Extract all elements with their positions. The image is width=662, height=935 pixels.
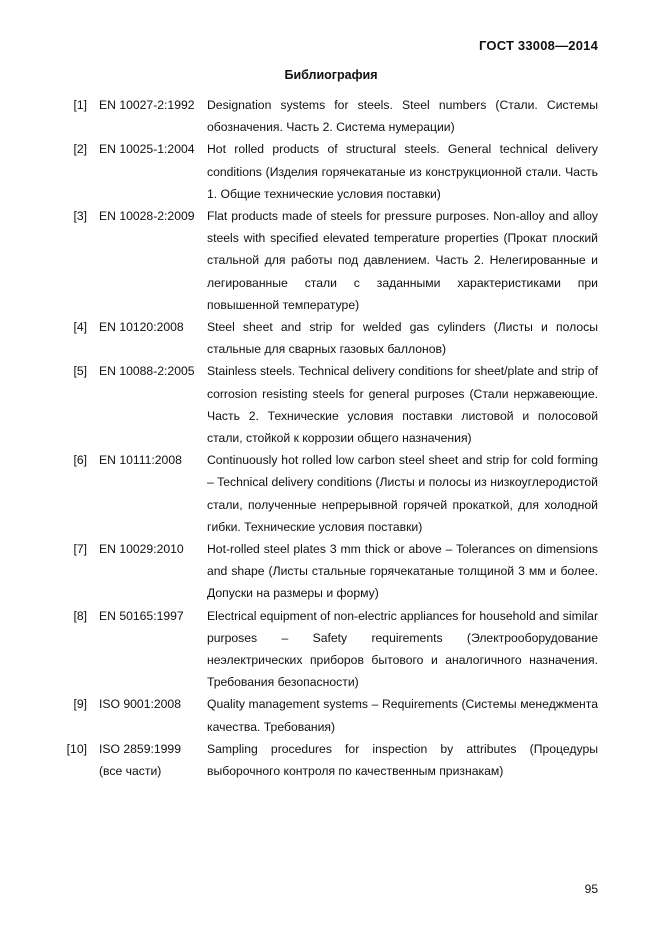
reference-code [87,693,207,737]
reference-code-note: (все части) [99,764,162,779]
reference-number: [8] [73,608,87,623]
reference-number: [9] [73,697,87,712]
reference-code [87,94,207,138]
reference-code [87,138,207,205]
bibliography-list [62,94,598,782]
reference-text: Hot rolled products of structural steels. General technical delivery conditions (Изделия горячекатаные из конструкционной стали. Часть 1. Общие технические условия поставки) [207,142,598,201]
reference-code [87,738,207,782]
reference-item [62,360,598,449]
reference-code-main: EN 50165:1997 [99,608,184,623]
reference-number: [4] [73,320,87,335]
reference-code [87,316,207,360]
reference-text: Steel sheet and strip for welded gas cylinders (Листы и полосы стальные для сварных газовых баллонов) [207,320,598,357]
reference-item [62,605,598,694]
reference-number: [6] [73,453,87,468]
reference-text: Stainless steels. Technical delivery conditions for sheet/plate and strip of corrosion resisting steels for general purposes (Стали нержавеющие. Часть 2. Технические условия поставки листовой и полосовой стали, стойкой к коррозии общего назначения) [207,364,598,446]
reference-number: [10] [66,741,87,756]
reference-item [62,693,598,737]
reference-number: [1] [73,98,87,112]
section-title: Библиография [284,68,378,82]
reference-text: Quality management systems – Requirements (Системы менеджмента качества. Требования) [207,697,598,734]
reference-number: [3] [73,209,87,224]
page-number: 95 [584,882,598,896]
reference-text: Electrical equipment of non-electric appliances for household and similar purposes – Safety requirements (Электрооборудование неэлектрических приборов бытового и аналогичного назначения. Требования безопасности) [207,608,598,690]
reference-item [62,738,598,782]
reference-code-main: ISO 2859:1999 [99,741,181,756]
reference-code-main: EN 10111:2008 [99,453,182,468]
reference-number: [2] [73,142,87,157]
reference-code [87,449,207,538]
reference-code-main: EN 10120:2008 [99,320,184,335]
reference-item [62,316,598,360]
reference-code-main: EN 10088-2:2005 [99,364,195,379]
reference-number: [7] [73,542,87,557]
reference-item [62,205,598,316]
reference-text: Sampling procedures for inspection by attributes (Процедуры выборочного контроля по качественным признакам) [207,741,598,779]
reference-item [62,94,598,138]
reference-text: Continuously hot rolled low carbon steel sheet and strip for cold forming – Technical delivery conditions (Листы и полосы из низкоуглеродистой стали, полученные непрерывной горячей прокаткой, для холодной гибки. Технические условия поставки) [207,453,598,534]
reference-code [87,605,207,694]
reference-number: [5] [73,364,87,379]
document-code: ГОСТ 33008—2014 [479,38,598,53]
reference-code [87,360,207,449]
reference-code-main: EN 10029:2010 [99,542,184,557]
reference-code [87,538,207,605]
reference-text: Designation systems for steels. Steel numbers (Стали. Системы обозначения. Часть 2. Система нумерации) [207,98,598,135]
reference-code-main: ISO 9001:2008 [99,697,181,712]
reference-item [62,449,598,538]
reference-code-main: EN 10025-1:2004 [99,142,195,157]
reference-item [62,538,598,605]
reference-text: Hot-rolled steel plates 3 mm thick or above – Tolerances on dimensions and shape (Листы стальные горячекатаные толщиной 3 мм и более. Допуски на размеры и форму) [207,542,598,601]
reference-code [87,205,207,316]
reference-code-main: EN 10028-2:2009 [99,209,195,224]
reference-text: Flat products made of steels for pressure purposes. Non-alloy and alloy steels with specified elevated temperature properties (Прокат плоский стальной для работы под давлением. Часть 2. Нелегированные и легированные стали с заданными характеристиками при повышенной температуре) [207,209,598,312]
reference-code-main: EN 10027-2:1992 [99,98,195,112]
reference-item [62,138,598,205]
